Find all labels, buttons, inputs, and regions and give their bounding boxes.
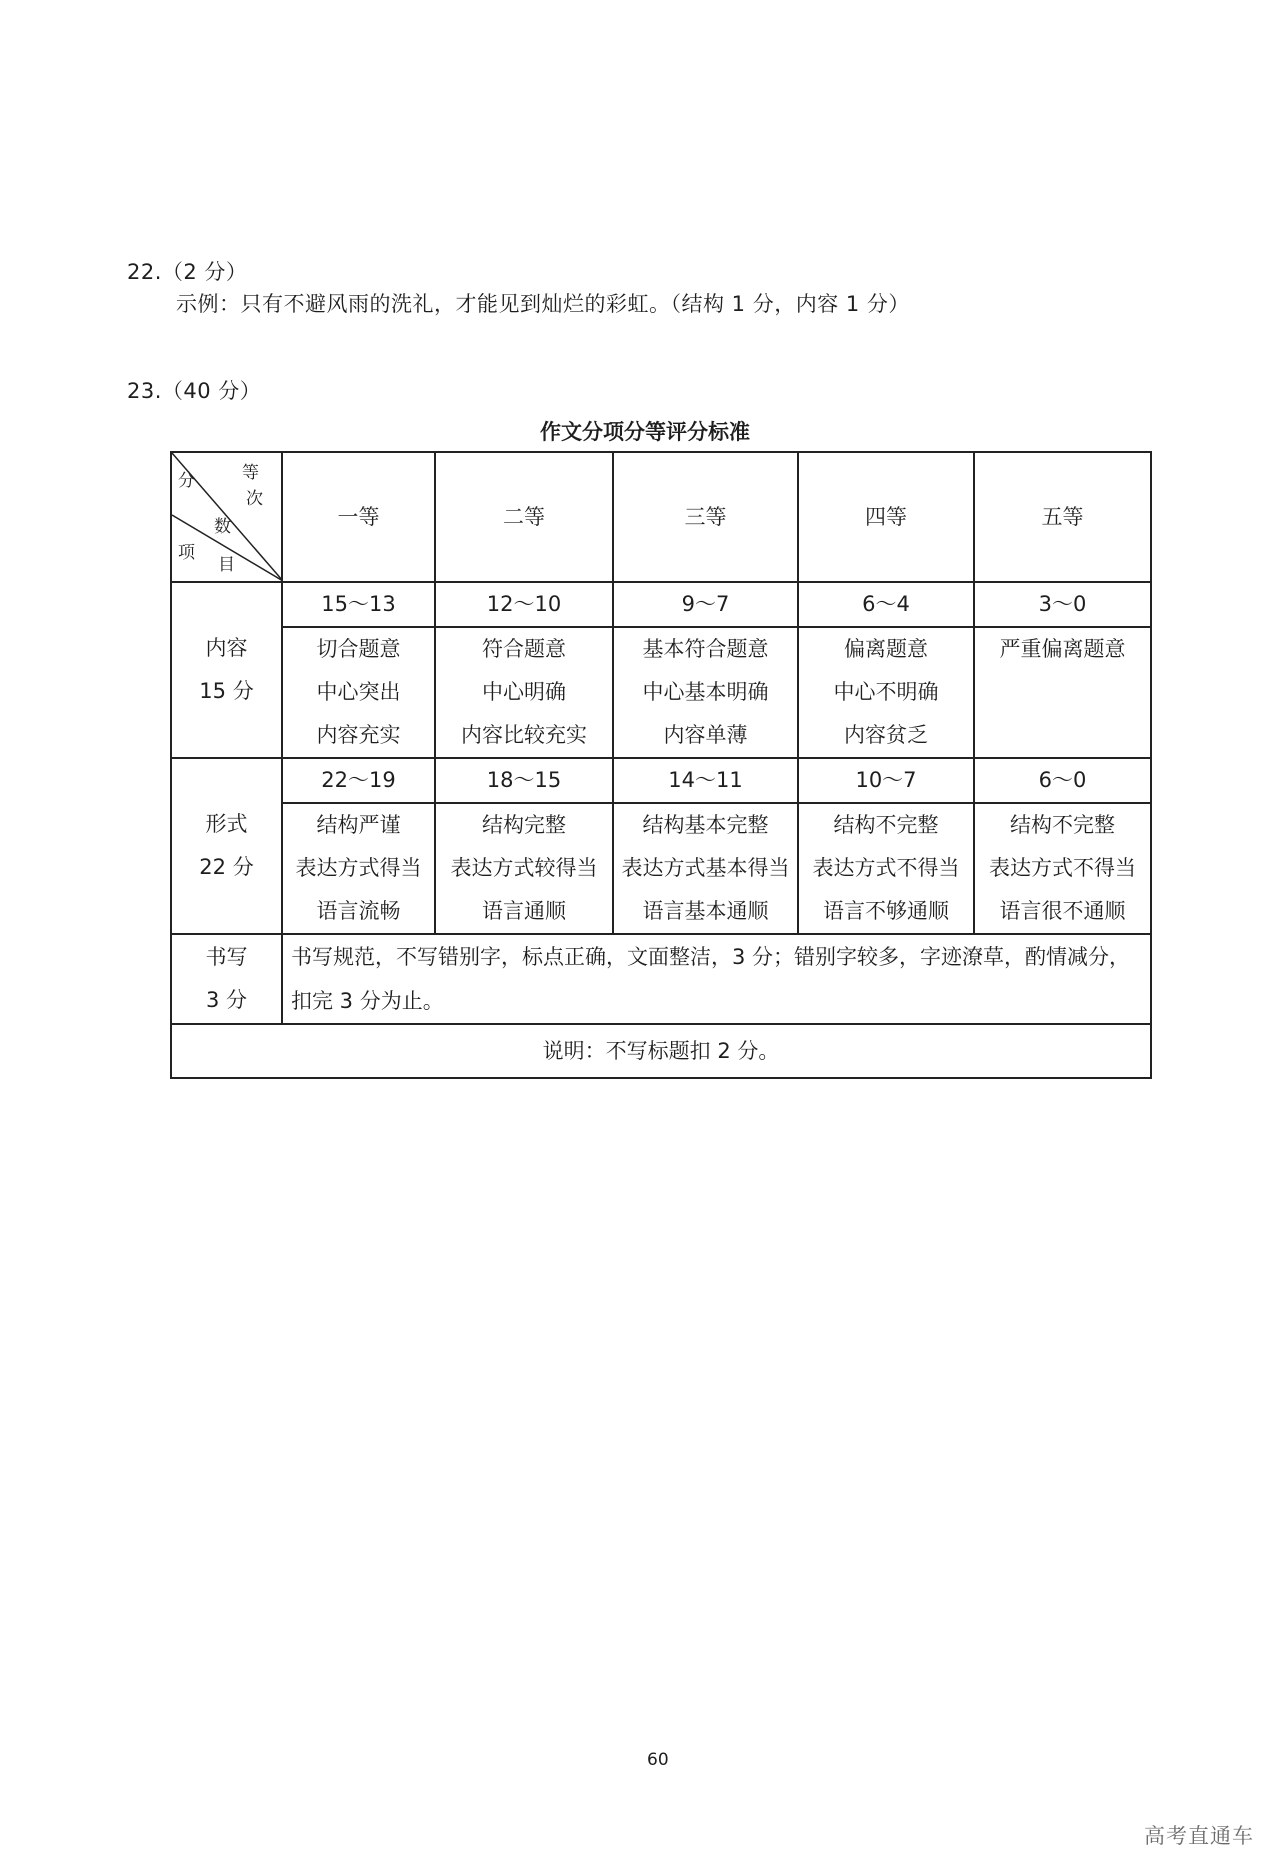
content-desc-row — [171, 627, 1151, 758]
desc-line: 表达方式较得当 — [450, 856, 598, 880]
corner-label-fen: 分 — [178, 471, 195, 491]
note-row — [171, 1024, 1151, 1078]
form-desc-cell — [435, 803, 613, 934]
grade-header: 三等 — [613, 452, 798, 582]
desc-line: 切合题意 — [316, 637, 401, 661]
desc-line: 符合题意 — [482, 637, 566, 661]
corner-label-xiang: 项 — [178, 543, 195, 563]
writing-row — [171, 934, 1151, 1024]
desc-line: 结构完整 — [482, 813, 566, 837]
table-title: 作文分项分等评分标准 — [540, 420, 750, 444]
corner-label-mu: 目 — [218, 555, 235, 575]
form-desc-cell — [282, 803, 435, 934]
desc-line: 基本符合题意 — [642, 637, 769, 661]
desc-line: 表达方式不得当 — [989, 856, 1136, 880]
corner-label-shu: 数 — [214, 517, 231, 537]
q23-header: 23.（40 分） — [127, 379, 262, 403]
writing-label-cell — [171, 934, 282, 1024]
desc-line: 严重偏离题意 — [999, 637, 1126, 661]
desc-line: 内容单薄 — [663, 723, 748, 747]
table-note: 说明：不写标题扣 2 分。 — [171, 1024, 1151, 1078]
grading-table — [170, 451, 1152, 1079]
form-desc-cell — [798, 803, 974, 934]
desc-line: 中心不明确 — [833, 680, 939, 704]
form-label: 形式 — [205, 812, 248, 836]
content-points: 15 分 — [199, 679, 254, 703]
form-label-cell — [171, 758, 282, 934]
score-range: 3～0 — [974, 582, 1151, 627]
score-range: 14～11 — [613, 758, 798, 803]
writing-criteria: 书写规范，不写错别字，标点正确，文面整洁，3 分；错别字较多，字迹潦草，酌情减分，扣完 3 分为止。 — [282, 934, 1151, 1024]
desc-line: 中心明确 — [482, 680, 566, 704]
desc-line: 语言基本通顺 — [642, 899, 769, 923]
score-range: 6～0 — [974, 758, 1151, 803]
desc-line: 中心基本明确 — [642, 680, 769, 704]
content-desc-cell — [974, 627, 1151, 758]
corner-label-ci: 次 — [246, 489, 263, 509]
grade-header: 一等 — [282, 452, 435, 582]
desc-line: 语言很不通顺 — [999, 899, 1126, 923]
desc-line: 内容比较充实 — [461, 723, 587, 747]
content-desc-cell — [798, 627, 974, 758]
form-desc-cell — [974, 803, 1151, 934]
desc-line: 中心突出 — [316, 680, 401, 704]
writing-label: 书写 — [205, 945, 248, 969]
form-points: 22 分 — [199, 855, 254, 879]
desc-line: 表达方式不得当 — [812, 856, 960, 880]
content-desc-cell — [282, 627, 435, 758]
corner-label-deng: 等 — [242, 463, 259, 483]
content-score-row — [171, 582, 1151, 627]
q22-header: 22.（2 分） — [127, 260, 248, 284]
content-desc-cell — [613, 627, 798, 758]
desc-line: 结构基本完整 — [642, 813, 769, 837]
score-range: 15～13 — [282, 582, 435, 627]
score-range: 12～10 — [435, 582, 613, 627]
desc-line: 内容贫乏 — [844, 723, 928, 747]
writing-points: 3 分 — [205, 988, 248, 1012]
score-range: 6～4 — [798, 582, 974, 627]
form-desc-row — [171, 803, 1151, 934]
page-number: 60 — [647, 1750, 669, 1770]
score-range: 9～7 — [613, 582, 798, 627]
content-label-cell — [171, 582, 282, 758]
desc-line: 语言不够通顺 — [823, 899, 949, 923]
desc-line: 偏离题意 — [844, 637, 928, 661]
score-range: 10～7 — [798, 758, 974, 803]
header-row — [171, 452, 1151, 582]
content-desc-cell — [435, 627, 613, 758]
desc-line: 表达方式基本得当 — [621, 856, 790, 880]
desc-line: 表达方式得当 — [295, 856, 422, 880]
desc-line: 内容充实 — [316, 723, 401, 747]
content-label: 内容 — [205, 636, 248, 660]
score-range: 22～19 — [282, 758, 435, 803]
desc-line: 结构不完整 — [833, 813, 939, 837]
desc-line: 结构不完整 — [1010, 813, 1115, 837]
grade-header: 四等 — [798, 452, 974, 582]
diagonal-header-cell — [171, 452, 282, 582]
desc-line: 语言流畅 — [316, 899, 401, 923]
grade-header: 五等 — [974, 452, 1151, 582]
desc-line: 结构严谨 — [316, 813, 401, 837]
desc-line: 语言通顺 — [482, 899, 566, 923]
watermark: 高考直通车 — [1144, 1824, 1254, 1848]
form-desc-cell — [613, 803, 798, 934]
score-range: 18～15 — [435, 758, 613, 803]
form-score-row — [171, 758, 1151, 803]
q22-answer: 示例：只有不避风雨的洗礼，才能见到灿烂的彩虹。（结构 1 分，内容 1 分） — [176, 292, 910, 316]
grade-header: 二等 — [435, 452, 613, 582]
